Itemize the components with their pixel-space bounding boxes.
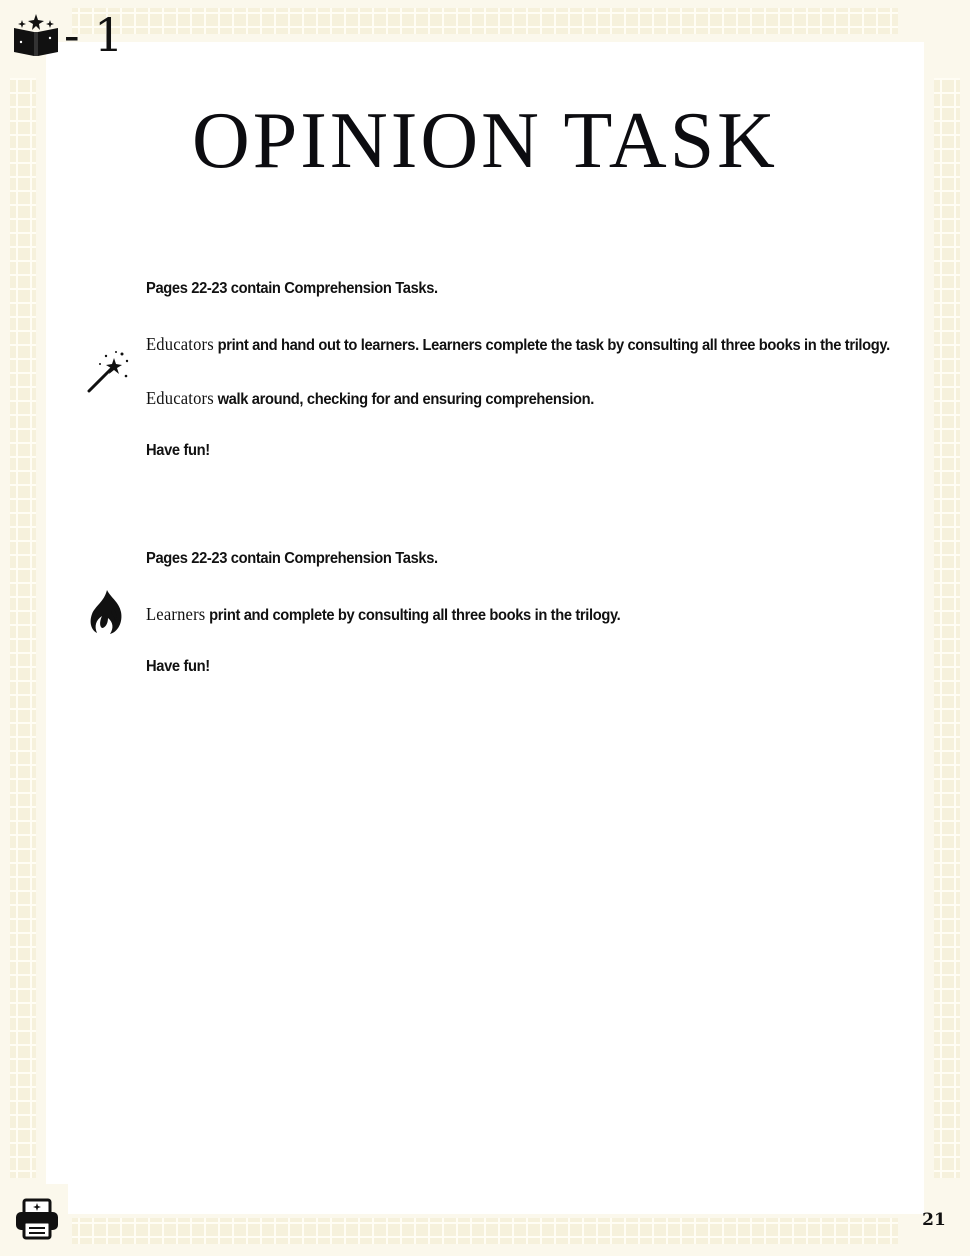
flame-icon [88, 588, 126, 636]
educator-pages-note: Pages 22-23 contain Comprehension Tasks. [146, 280, 438, 297]
educators-label-2: Educators [146, 388, 214, 408]
learner-have-fun: Have fun! [146, 658, 210, 675]
educator-walk-instruction [146, 388, 594, 409]
educator-instructions [146, 280, 906, 470]
educator-walk-text: walk around, checking for and ensuring comprehension. [213, 391, 594, 408]
open-book-icon [12, 12, 60, 58]
decorative-border-right [934, 78, 960, 1178]
educator-print-text: print and hand out to learners. Learners complete the task by consulting all three books in the trilogy. [213, 337, 890, 354]
educators-label: Educators [146, 334, 214, 354]
page-title: OPINION TASK [192, 97, 778, 185]
decorative-border-bottom [72, 1218, 898, 1244]
learner-print-instruction [146, 604, 620, 625]
learner-print-text: print and complete by consulting all three books in the trilogy. [205, 607, 621, 624]
learner-pages-note: Pages 22-23 contain Comprehension Tasks. [146, 550, 438, 567]
magic-wand-icon [86, 350, 130, 394]
printer-icon[interactable] [14, 1198, 60, 1240]
educator-have-fun: Have fun! [146, 442, 210, 459]
level-label: - 1 [64, 8, 124, 62]
learner-instructions [146, 550, 906, 690]
level-badge [12, 8, 124, 62]
decorative-border-left [10, 78, 36, 1178]
page-number: 21 [922, 1210, 946, 1230]
decorative-border-top [72, 8, 898, 34]
learners-label: Learners [146, 604, 206, 624]
educator-print-instruction [146, 334, 890, 355]
